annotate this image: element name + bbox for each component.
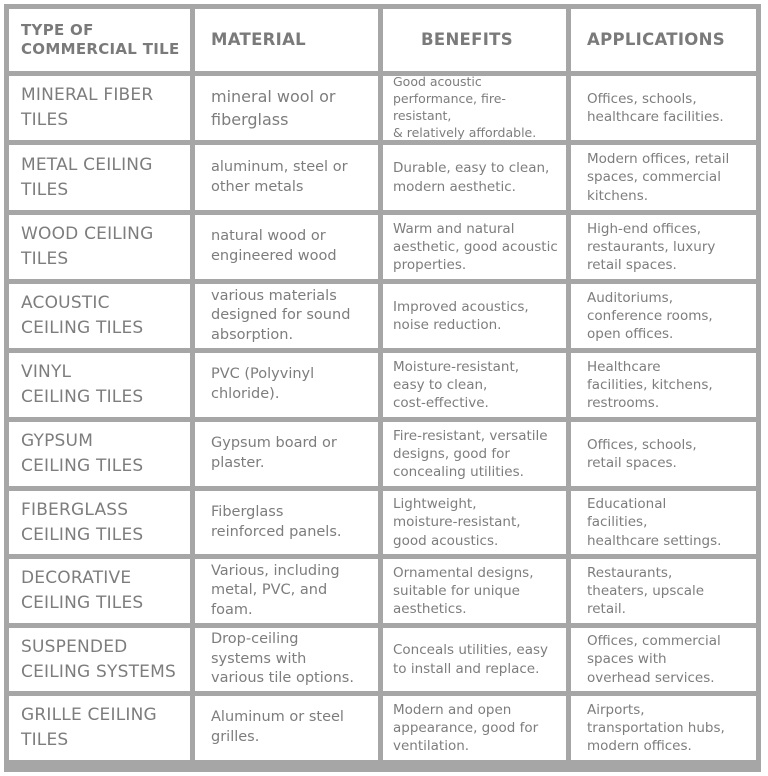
row-8-applications-text: Restaurants, theaters, upscale retail. [587,564,705,618]
row-4-benefits-text: Improved acoustics, noise reduction. [393,298,529,333]
row-9-type [9,628,190,691]
row-2-applications [571,145,756,210]
header-benefits [383,9,566,71]
row-3-material [195,215,378,279]
row-10-material [195,696,378,760]
row-9-applications-text: Offices, commercial spaces with overhead services. [587,633,721,686]
row-8-applications [571,559,756,623]
row-5-benefits-text: Moisture-resistant, easy to clean, cost-effective. [393,358,520,412]
row-3-type [9,215,190,279]
row-7-type [9,491,190,554]
row-2-applications-text: Modern offices, retail spaces, commercial kitchens. [587,151,730,204]
row-3-benefits-text: Warm and natural aesthetic, good acoustic properties. [393,220,558,274]
row-9-applications [571,628,756,691]
row-7-material-text: Fiberglass reinforced panels. [211,503,342,540]
row-10-benefits [383,696,566,760]
row-5-applications-text: Healthcare facilities, kitchens, restrooms. [587,358,713,412]
header-applications-text: APPLICATIONS [587,30,725,50]
row-8-material-text: Various, including metal, PVC, and foam. [211,562,340,618]
row-1-benefits [383,76,566,140]
row-1-applications-text: Offices, schools, healthcare facilities. [587,90,724,125]
row-1-applications [571,76,756,140]
header-benefits-text: BENEFITS [421,30,513,50]
row-9-type-text: SUSPENDED CEILING SYSTEMS [21,636,176,682]
row-7-material [195,491,378,554]
row-6-material [195,422,378,486]
row-3-type-text: WOOD CEILING TILES [21,224,154,269]
header-material-text: MATERIAL [211,30,306,50]
row-4-benefits [383,284,566,348]
header-material [195,9,378,71]
row-9-benefits-text: Conceals utilities, easy to install and replace. [393,642,548,677]
row-6-material-text: Gypsum board or plaster. [211,435,337,471]
row-10-type [9,696,190,760]
ceiling-tiles-table [4,4,761,772]
row-6-type-text: GYPSUM CEILING TILES [21,431,144,476]
row-2-material [195,145,378,210]
row-2-benefits-text: Durable, easy to clean, modern aesthetic. [393,160,550,195]
row-8-benefits [383,559,566,623]
row-3-benefits [383,215,566,279]
row-7-benefits-text: Lightweight, moisture-resistant, good acoustics. [393,496,521,549]
row-5-applications [571,353,756,417]
row-9-benefits [383,628,566,691]
row-6-benefits-text: Fire-resistant, versatile designs, good for concealing utilities. [393,427,548,481]
row-10-applications-text: Airports, transportation hubs, modern offices. [587,701,725,755]
row-7-type-text: FIBERGLASS CEILING TILES [21,499,144,545]
header-applications [571,9,756,71]
row-1-benefits-text: Good acoustic performance, fire-resistant, & relatively affordable. [393,74,537,140]
row-8-material [195,559,378,623]
row-6-benefits [383,422,566,486]
row-1-material-text: mineral wool or fiberglass [211,86,336,129]
row-6-applications-text: Offices, schools, retail spaces. [587,436,697,471]
header-type [9,9,190,71]
row-5-benefits [383,353,566,417]
row-3-material-text: natural wood or engineered wood [211,228,337,264]
row-8-benefits-text: Ornamental designs, suitable for unique aesthetics. [393,564,534,618]
row-9-material-text: Drop-ceiling systems with various tile options. [211,631,354,687]
row-3-applications-text: High-end offices, restaurants, luxury retail spaces. [587,220,716,274]
row-2-benefits [383,145,566,210]
row-10-applications [571,696,756,760]
row-10-benefits-text: Modern and open appearance, good for ventilation. [393,701,539,755]
row-7-benefits [383,491,566,554]
row-9-material [195,628,378,691]
row-5-material [195,353,378,417]
row-5-material-text: PVC (Polyvinyl chloride). [211,366,315,402]
row-2-type-text: METAL CEILING TILES [21,154,153,200]
row-4-type [9,284,190,348]
row-7-applications [571,491,756,554]
header-type-text: TYPE OF COMMERCIAL TILE [21,21,180,58]
row-4-material-text: various materials designed for sound absorption. [211,287,351,343]
row-10-type-text: GRILLE CEILING TILES [21,705,157,750]
row-1-type-text: MINERAL FIBER TILES [21,85,154,130]
row-7-applications-text: Educational facilities, healthcare settings. [587,496,722,549]
row-4-applications [571,284,756,348]
row-5-type-text: VINYL CEILING TILES [21,362,144,407]
row-1-material [195,76,378,140]
row-4-type-text: ACOUSTIC CEILING TILES [21,293,144,338]
row-6-type [9,422,190,486]
row-10-material-text: Aluminum or steel grilles. [211,709,344,745]
row-4-applications-text: Auditoriums, conference rooms, open offices. [587,289,713,343]
row-4-material [195,284,378,348]
row-8-type [9,559,190,623]
row-2-material-text: aluminum, steel or other metals [211,158,348,195]
row-3-applications [571,215,756,279]
row-2-type [9,145,190,210]
row-5-type [9,353,190,417]
row-6-applications [571,422,756,486]
row-1-type [9,76,190,140]
row-8-type-text: DECORATIVE CEILING TILES [21,568,144,613]
